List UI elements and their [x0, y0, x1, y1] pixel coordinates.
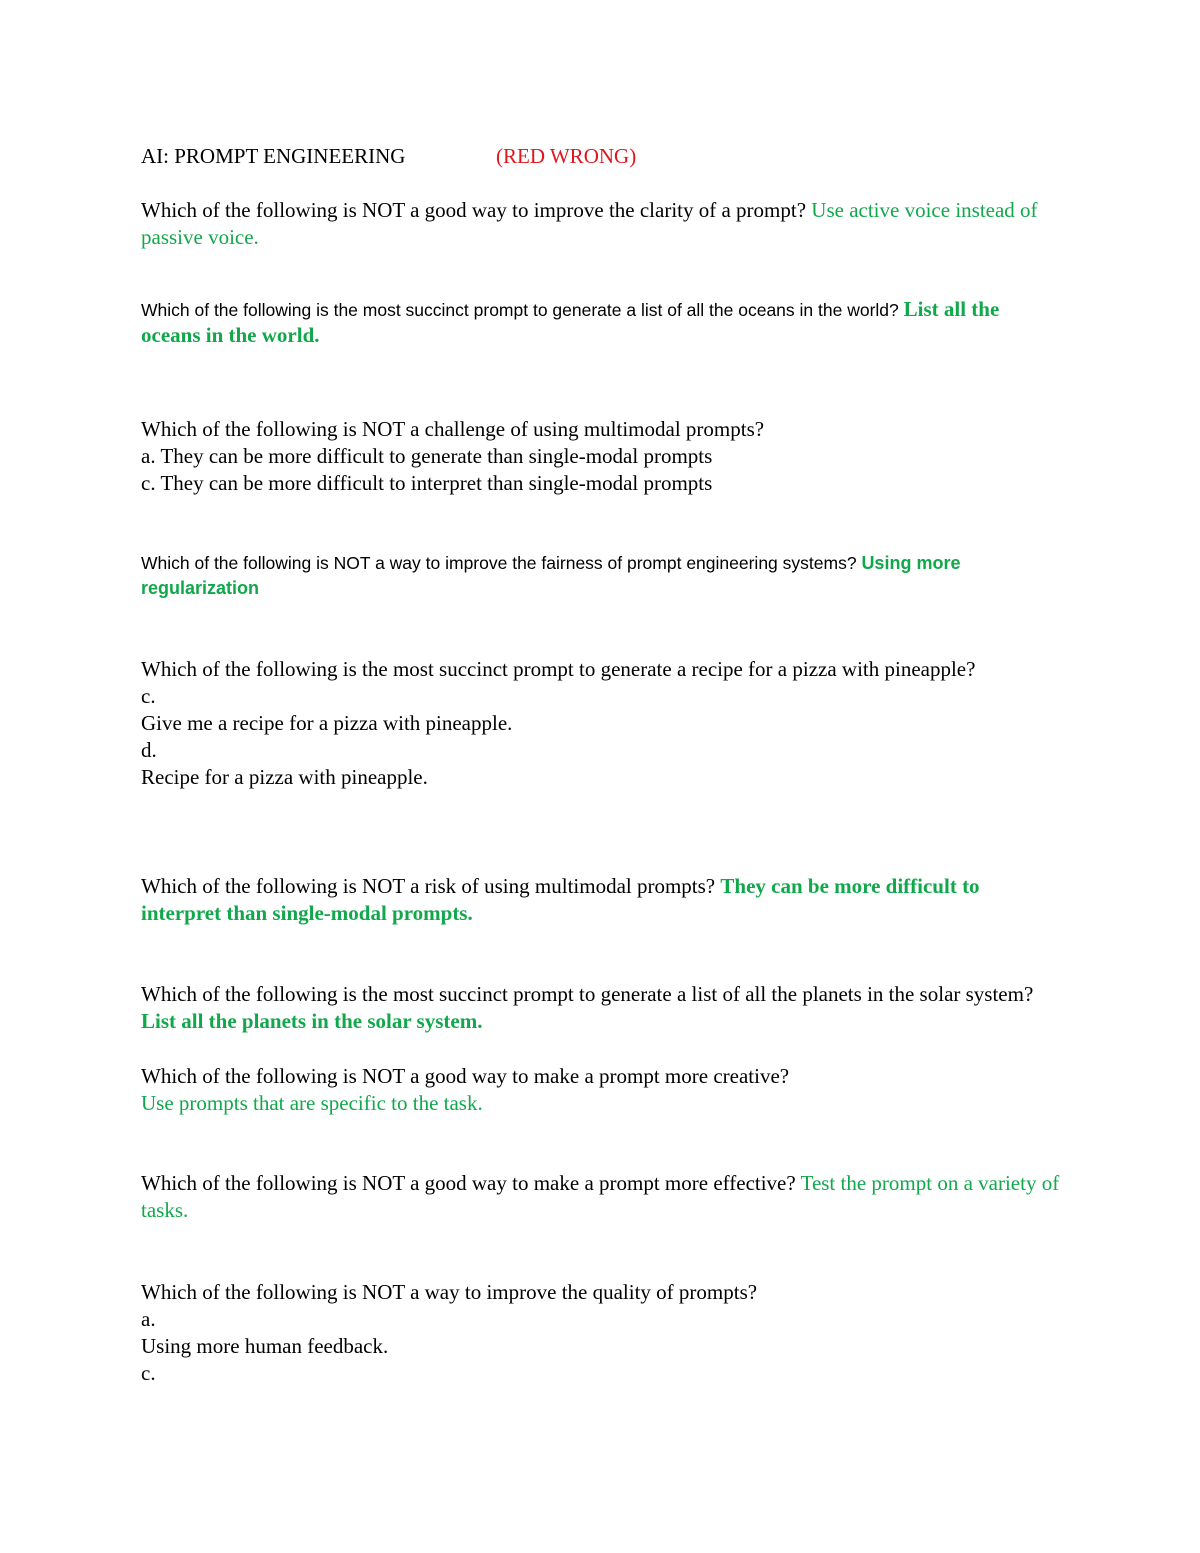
answer-text: Test the prompt on a variety of tasks. [141, 1171, 1060, 1222]
option-line: Using more human feedback. [141, 1334, 389, 1358]
option-line: c. [141, 684, 156, 708]
question-text: Which of the following is NOT a good way to make a prompt more creative? [141, 1064, 790, 1088]
question-block-5 [141, 656, 1061, 791]
answer-text: Use prompts that are specific to the task. [141, 1091, 483, 1115]
option-line: c. They can be more difficult to interpret than single-modal prompts [141, 471, 713, 495]
question-block-2 [141, 297, 1061, 349]
question-text: Which of the following is the most succinct prompt to generate a list of all the planets in the solar system? [141, 982, 1034, 1006]
question-block-3 [141, 416, 1061, 497]
question-block-9 [141, 1170, 1061, 1224]
question-text: Which of the following is NOT a good way to improve the clarity of a prompt? [141, 198, 807, 222]
option-line: d. [141, 738, 157, 762]
option-line: a. They can be more difficult to generate than single-modal prompts [141, 444, 713, 468]
answer-text: Using more regularization [141, 553, 961, 598]
question-text: Which of the following is the most succinct prompt to generate a recipe for a pizza with pineapple? [141, 657, 976, 681]
question-block-8 [141, 1063, 1061, 1117]
option-line: a. [141, 1307, 156, 1331]
document-header [141, 143, 1061, 170]
answer-text: List all the oceans in the world. [141, 297, 1000, 347]
answer-text: List all the planets in the solar system. [141, 1009, 483, 1033]
question-text: Which of the following is NOT a way to improve the quality of prompts? [141, 1280, 758, 1304]
wrong-note: (RED WRONG) [496, 144, 637, 168]
option-line: c. [141, 1361, 156, 1385]
question-block-4 [141, 551, 1061, 601]
option-line: Recipe for a pizza with pineapple. [141, 765, 428, 789]
question-text: Which of the following is the most succinct prompt to generate a list of all the oceans in the world? [141, 300, 899, 320]
question-block-1 [141, 197, 1061, 251]
question-block-6 [141, 873, 1061, 927]
question-text: Which of the following is NOT a challenge of using multimodal prompts? [141, 417, 765, 441]
question-text: Which of the following is NOT a risk of using multimodal prompts? [141, 874, 716, 898]
question-block-7 [141, 981, 1061, 1035]
question-text: Which of the following is NOT a good way to make a prompt more effective? [141, 1171, 796, 1195]
answer-text: Use active voice instead of passive voice. [141, 198, 1038, 249]
question-text: Which of the following is NOT a way to improve the fairness of prompt engineering systems? [141, 553, 857, 573]
option-line: Give me a recipe for a pizza with pineapple. [141, 711, 513, 735]
document-title: AI: PROMPT ENGINEERING [141, 144, 406, 168]
answer-text: They can be more difficult to interpret than single-modal prompts. [141, 874, 980, 925]
question-block-10 [141, 1279, 1061, 1387]
